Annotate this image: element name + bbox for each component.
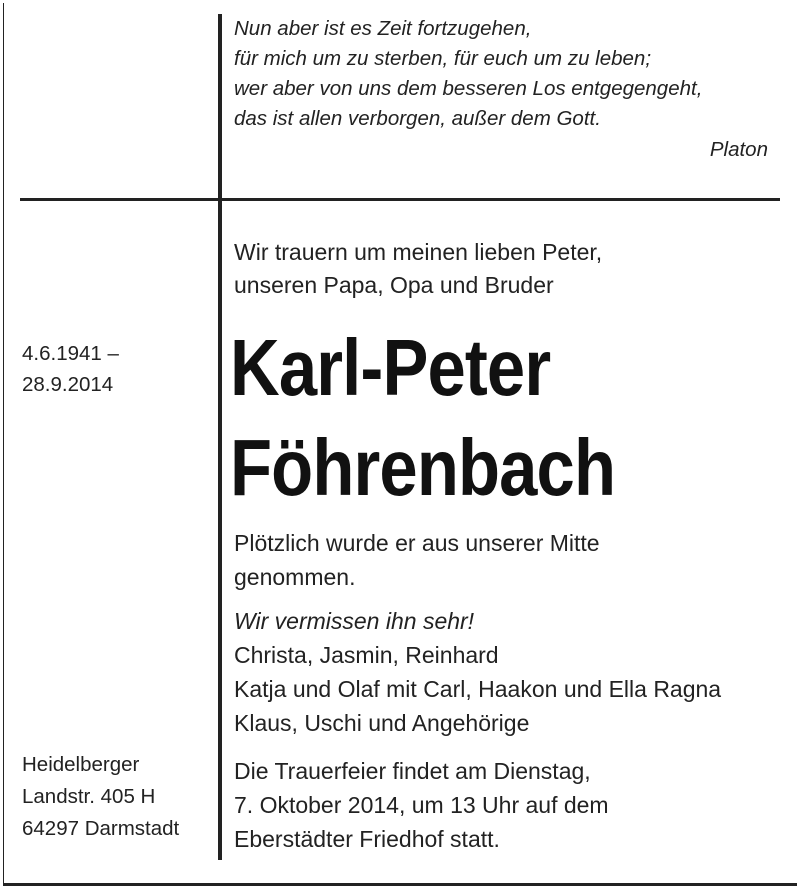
last-name: Föhrenbach	[230, 423, 616, 512]
family-line: Christa, Jasmin, Reinhard	[234, 642, 499, 668]
first-name: Karl-Peter	[230, 323, 551, 412]
funeral-info	[234, 754, 609, 856]
sudden-line: genommen.	[234, 564, 356, 590]
cross-vertical-line	[218, 14, 222, 860]
deceased-name	[230, 318, 615, 518]
intro-line: unseren Papa, Opa und Bruder	[234, 272, 554, 298]
quote-author: Platon	[709, 138, 768, 161]
funeral-line: 7. Oktober 2014, um 13 Uhr auf dem	[234, 792, 609, 818]
funeral-line: Die Trauerfeier findet am Dienstag,	[234, 758, 591, 784]
birth-date: 4.6.1941 –	[22, 342, 119, 365]
family-line: Katja und Olaf mit Carl, Haakon und Ella Ragna	[234, 676, 722, 702]
quote-line: für mich um zu sterben, für euch um zu leben;	[234, 47, 652, 70]
address-line: Heidelberger	[22, 753, 140, 776]
miss-you-text: Wir vermissen ihn sehr!	[234, 608, 475, 634]
cross-horizontal-line	[20, 198, 780, 201]
address-line: 64297 Darmstadt	[22, 817, 180, 840]
address-block	[22, 749, 179, 845]
address-line: Landstr. 405 H	[22, 785, 156, 808]
family-list	[234, 638, 721, 740]
intro-line: Wir trauern um meinen lieben Peter,	[234, 239, 603, 265]
quote-block	[234, 14, 779, 134]
death-date: 28.9.2014	[22, 373, 114, 396]
quote-line: Nun aber ist es Zeit fortzugehen,	[234, 17, 532, 40]
quote-line: das ist allen verborgen, außer dem Gott.	[234, 107, 601, 130]
sudden-death-text	[234, 526, 600, 594]
sudden-line: Plötzlich wurde er aus unserer Mitte	[234, 530, 600, 556]
family-line: Klaus, Uschi und Angehörige	[234, 710, 530, 736]
quote-line: wer aber von uns dem besseren Los entgegengeht,	[234, 77, 703, 100]
mourning-intro	[234, 236, 602, 302]
funeral-line: Eberstädter Friedhof statt.	[234, 826, 500, 852]
life-dates	[22, 338, 119, 400]
